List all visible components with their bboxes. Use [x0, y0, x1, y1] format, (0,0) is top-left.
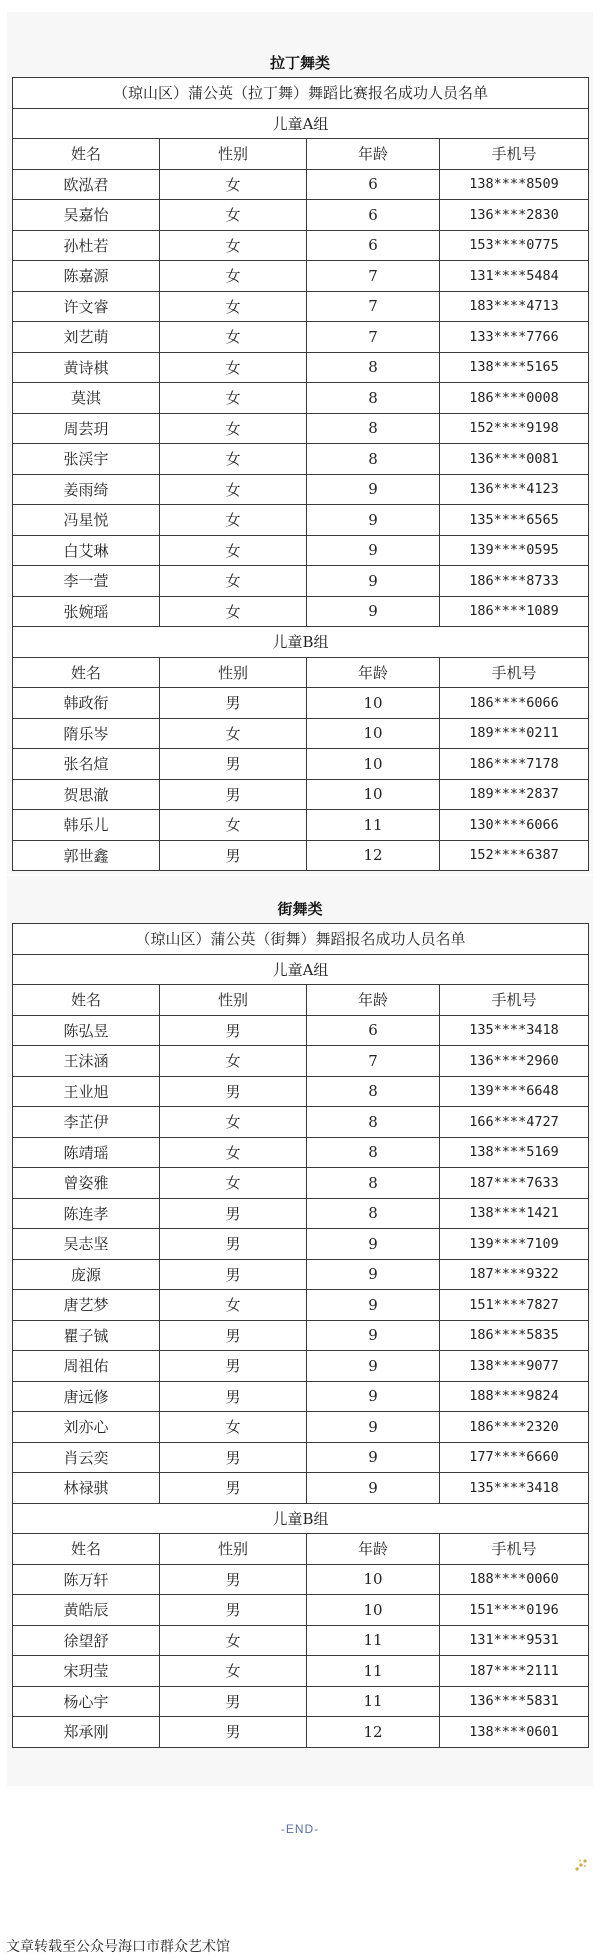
- age-cell: 9: [307, 535, 440, 566]
- age-cell: 11: [307, 1625, 440, 1656]
- name-cell: 肖云奕: [13, 1442, 160, 1473]
- name-cell: 郑承刚: [13, 1717, 160, 1748]
- table-row: [13, 352, 589, 383]
- table-row: [13, 718, 589, 749]
- phone-cell: 186****5835: [440, 1320, 589, 1351]
- phone-cell: 152****6387: [440, 840, 589, 871]
- table-row: [13, 1198, 589, 1229]
- phone-cell: 188****9824: [440, 1381, 589, 1412]
- phone-cell: 133****7766: [440, 322, 589, 353]
- phone-cell: 188****0060: [440, 1564, 589, 1595]
- age-cell: 6: [307, 230, 440, 261]
- age-cell: 9: [307, 1259, 440, 1290]
- gender-cell: 女: [160, 1656, 307, 1687]
- name-cell: 陈连孝: [13, 1198, 160, 1229]
- gender-cell: 男: [160, 1198, 307, 1229]
- group-name: 儿童A组: [13, 954, 589, 985]
- phone-cell: 135****6565: [440, 505, 589, 536]
- phone-cell: 187****9322: [440, 1259, 589, 1290]
- group-header-row: [13, 627, 589, 658]
- table-title-row: [13, 924, 589, 955]
- phone-cell: 138****8509: [440, 169, 589, 200]
- phone-cell: 187****7633: [440, 1168, 589, 1199]
- gender-cell: 男: [160, 1717, 307, 1748]
- age-cell: 8: [307, 383, 440, 414]
- phone-cell: 136****5831: [440, 1686, 589, 1717]
- column-header-row: [13, 139, 589, 170]
- name-cell: 周祖佑: [13, 1351, 160, 1382]
- name-cell: 陈万轩: [13, 1564, 160, 1595]
- age-cell: 6: [307, 1015, 440, 1046]
- table-row: [13, 1442, 589, 1473]
- name-cell: 吴志坚: [13, 1229, 160, 1260]
- section-title: 拉丁舞类: [269, 54, 330, 72]
- name-cell: 王沫涵: [13, 1046, 160, 1077]
- gender-cell: 女: [160, 383, 307, 414]
- gender-cell: 男: [160, 1473, 307, 1504]
- name-cell: 李一萱: [13, 566, 160, 597]
- group-header-row: [13, 954, 589, 985]
- gender-cell: 女: [160, 718, 307, 749]
- phone-cell: 135****3418: [440, 1473, 589, 1504]
- name-cell: 黄诗棋: [13, 352, 160, 383]
- table-row: [13, 1168, 589, 1199]
- gender-cell: 女: [160, 200, 307, 231]
- gender-cell: 女: [160, 322, 307, 353]
- table-row: [13, 1686, 589, 1717]
- group-name: 儿童B组: [13, 1503, 589, 1534]
- age-cell: 11: [307, 1656, 440, 1687]
- gender-cell: 女: [160, 413, 307, 444]
- age-cell: 7: [307, 261, 440, 292]
- table-row: [13, 1015, 589, 1046]
- end-mark: -END-: [280, 1822, 320, 1836]
- column-header-age: 年龄: [307, 1534, 440, 1565]
- name-cell: 姜雨绮: [13, 474, 160, 505]
- name-cell: 陈嘉源: [13, 261, 160, 292]
- name-cell: 郭世鑫: [13, 840, 160, 871]
- table-row: [13, 1717, 589, 1748]
- table-row: [13, 1381, 589, 1412]
- gender-cell: 女: [160, 1625, 307, 1656]
- name-cell: 许文睿: [13, 291, 160, 322]
- phone-cell: 139****7109: [440, 1229, 589, 1260]
- group-name: 儿童A组: [13, 108, 589, 139]
- phone-cell: 138****5165: [440, 352, 589, 383]
- age-cell: 9: [307, 1351, 440, 1382]
- gender-cell: 女: [160, 444, 307, 475]
- gender-cell: 女: [160, 1107, 307, 1138]
- column-header-phone: 手机号: [440, 1534, 589, 1565]
- gender-cell: 男: [160, 779, 307, 810]
- age-cell: 9: [307, 1473, 440, 1504]
- phone-cell: 136****0081: [440, 444, 589, 475]
- age-cell: 10: [307, 688, 440, 719]
- table-row: [13, 474, 589, 505]
- table-row: [13, 1595, 589, 1626]
- column-header-gender: 性别: [160, 985, 307, 1016]
- table-row: [13, 1076, 589, 1107]
- table-row: [13, 1412, 589, 1443]
- name-cell: 韩政衔: [13, 688, 160, 719]
- gender-cell: 男: [160, 1381, 307, 1412]
- age-cell: 9: [307, 596, 440, 627]
- age-cell: 9: [307, 505, 440, 536]
- phone-cell: 189****0211: [440, 718, 589, 749]
- phone-cell: 189****2837: [440, 779, 589, 810]
- age-cell: 8: [307, 1076, 440, 1107]
- table-row: [13, 261, 589, 292]
- column-header-phone: 手机号: [440, 139, 589, 170]
- column-header-phone: 手机号: [440, 657, 589, 688]
- age-cell: 7: [307, 1046, 440, 1077]
- age-cell: 9: [307, 566, 440, 597]
- name-cell: 陈靖瑶: [13, 1137, 160, 1168]
- table-row: [13, 200, 589, 231]
- gender-cell: 女: [160, 291, 307, 322]
- latin-dance-roster-table: [12, 77, 589, 871]
- table-row: [13, 413, 589, 444]
- column-header-row: [13, 657, 589, 688]
- phone-cell: 136****4123: [440, 474, 589, 505]
- table-row: [13, 1137, 589, 1168]
- name-cell: 宋玥莹: [13, 1656, 160, 1687]
- phone-cell: 130****6066: [440, 810, 589, 841]
- gender-cell: 女: [160, 474, 307, 505]
- age-cell: 9: [307, 1320, 440, 1351]
- table-row: [13, 1564, 589, 1595]
- table-row: [13, 1259, 589, 1290]
- table-row: [13, 840, 589, 871]
- table-row: [13, 230, 589, 261]
- table-title-row: [13, 78, 589, 109]
- reprint-note: 文章转载至公众号海口市群众艺术馆: [6, 1939, 230, 1955]
- section-title: 街舞类: [277, 900, 323, 918]
- gender-cell: 男: [160, 1564, 307, 1595]
- table-row: [13, 1625, 589, 1656]
- phone-cell: 139****0595: [440, 535, 589, 566]
- gender-cell: 男: [160, 1229, 307, 1260]
- name-cell: 林禄骐: [13, 1473, 160, 1504]
- name-cell: 莫淇: [13, 383, 160, 414]
- gender-cell: 女: [160, 352, 307, 383]
- gender-cell: 女: [160, 505, 307, 536]
- phone-cell: 183****4713: [440, 291, 589, 322]
- phone-cell: 136****2830: [440, 200, 589, 231]
- gender-cell: 男: [160, 1015, 307, 1046]
- table-row: [13, 1290, 589, 1321]
- column-header-age: 年龄: [307, 139, 440, 170]
- latin-dance-card: [7, 12, 593, 874]
- column-header-age: 年龄: [307, 657, 440, 688]
- name-cell: 徐望舒: [13, 1625, 160, 1656]
- phone-cell: 151****7827: [440, 1290, 589, 1321]
- street-dance-roster-table: [12, 923, 589, 1748]
- phone-cell: 186****7178: [440, 749, 589, 780]
- column-header-name: 姓名: [13, 1534, 160, 1565]
- name-cell: 孙杜若: [13, 230, 160, 261]
- age-cell: 7: [307, 322, 440, 353]
- name-cell: 周芸玥: [13, 413, 160, 444]
- age-cell: 9: [307, 1412, 440, 1443]
- group-header-row: [13, 108, 589, 139]
- name-cell: 杨心宇: [13, 1686, 160, 1717]
- phone-cell: 139****6648: [440, 1076, 589, 1107]
- name-cell: 隋乐岑: [13, 718, 160, 749]
- phone-cell: 166****4727: [440, 1107, 589, 1138]
- name-cell: 刘亦心: [13, 1412, 160, 1443]
- gender-cell: 女: [160, 1412, 307, 1443]
- gender-cell: 女: [160, 810, 307, 841]
- age-cell: 9: [307, 1290, 440, 1321]
- table-row: [13, 505, 589, 536]
- gender-cell: 女: [160, 1137, 307, 1168]
- gender-cell: 女: [160, 566, 307, 597]
- gender-cell: 女: [160, 596, 307, 627]
- name-cell: 陈弘昱: [13, 1015, 160, 1046]
- table-row: [13, 596, 589, 627]
- table-row: [13, 1351, 589, 1382]
- column-header-row: [13, 1534, 589, 1565]
- column-header-name: 姓名: [13, 985, 160, 1016]
- table-row: [13, 749, 589, 780]
- name-cell: 张婉瑶: [13, 596, 160, 627]
- table-row: [13, 291, 589, 322]
- gender-cell: 女: [160, 1046, 307, 1077]
- age-cell: 6: [307, 169, 440, 200]
- name-cell: 王业旭: [13, 1076, 160, 1107]
- age-cell: 10: [307, 1564, 440, 1595]
- gender-cell: 女: [160, 169, 307, 200]
- name-cell: 刘艺萌: [13, 322, 160, 353]
- age-cell: 9: [307, 474, 440, 505]
- name-cell: 白艾琳: [13, 535, 160, 566]
- table-row: [13, 444, 589, 475]
- name-cell: 吴嘉怡: [13, 200, 160, 231]
- phone-cell: 131****9531: [440, 1625, 589, 1656]
- group-header-row: [13, 1503, 589, 1534]
- gender-cell: 男: [160, 1442, 307, 1473]
- gender-cell: 男: [160, 840, 307, 871]
- column-header-name: 姓名: [13, 657, 160, 688]
- street-dance-card: [7, 876, 593, 1786]
- age-cell: 10: [307, 779, 440, 810]
- table-row: [13, 1107, 589, 1138]
- table-title: （琼山区）蒲公英（拉丁舞）舞蹈比赛报名成功人员名单: [13, 78, 589, 109]
- age-cell: 10: [307, 749, 440, 780]
- column-header-gender: 性别: [160, 657, 307, 688]
- phone-cell: 186****2320: [440, 1412, 589, 1443]
- phone-cell: 138****1421: [440, 1198, 589, 1229]
- name-cell: 张名煊: [13, 749, 160, 780]
- name-cell: 庞源: [13, 1259, 160, 1290]
- age-cell: 11: [307, 1686, 440, 1717]
- gender-cell: 女: [160, 261, 307, 292]
- phone-cell: 186****0008: [440, 383, 589, 414]
- gender-cell: 女: [160, 1290, 307, 1321]
- age-cell: 8: [307, 444, 440, 475]
- gender-cell: 男: [160, 1320, 307, 1351]
- column-header-name: 姓名: [13, 139, 160, 170]
- phone-cell: 186****8733: [440, 566, 589, 597]
- phone-cell: 153****0775: [440, 230, 589, 261]
- name-cell: 李芷伊: [13, 1107, 160, 1138]
- gender-cell: 男: [160, 1259, 307, 1290]
- phone-cell: 151****0196: [440, 1595, 589, 1626]
- table-row: [13, 169, 589, 200]
- name-cell: 瞿子铖: [13, 1320, 160, 1351]
- age-cell: 8: [307, 1198, 440, 1229]
- phone-cell: 177****6660: [440, 1442, 589, 1473]
- table-row: [13, 779, 589, 810]
- table-row: [13, 1229, 589, 1260]
- phone-cell: 136****2960: [440, 1046, 589, 1077]
- group-name: 儿童B组: [13, 627, 589, 658]
- phone-cell: 131****5484: [440, 261, 589, 292]
- table-row: [13, 688, 589, 719]
- age-cell: 12: [307, 840, 440, 871]
- table-row: [13, 566, 589, 597]
- name-cell: 欧泓君: [13, 169, 160, 200]
- column-header-phone: 手机号: [440, 985, 589, 1016]
- table-row: [13, 1473, 589, 1504]
- gender-cell: 男: [160, 1076, 307, 1107]
- name-cell: 冯星悦: [13, 505, 160, 536]
- name-cell: 韩乐儿: [13, 810, 160, 841]
- age-cell: 8: [307, 352, 440, 383]
- table-row: [13, 1046, 589, 1077]
- age-cell: 8: [307, 1137, 440, 1168]
- table-row: [13, 810, 589, 841]
- phone-cell: 187****2111: [440, 1656, 589, 1687]
- table-row: [13, 1320, 589, 1351]
- name-cell: 唐艺梦: [13, 1290, 160, 1321]
- gender-cell: 男: [160, 1595, 307, 1626]
- phone-cell: 152****9198: [440, 413, 589, 444]
- phone-cell: 138****0601: [440, 1717, 589, 1748]
- gender-cell: 男: [160, 1686, 307, 1717]
- column-header-age: 年龄: [307, 985, 440, 1016]
- age-cell: 6: [307, 200, 440, 231]
- age-cell: 10: [307, 718, 440, 749]
- gender-cell: 男: [160, 749, 307, 780]
- phone-cell: 135****3418: [440, 1015, 589, 1046]
- age-cell: 7: [307, 291, 440, 322]
- table-row: [13, 1656, 589, 1687]
- gender-cell: 女: [160, 535, 307, 566]
- age-cell: 11: [307, 810, 440, 841]
- name-cell: 贺思澈: [13, 779, 160, 810]
- column-header-gender: 性别: [160, 139, 307, 170]
- gender-cell: 女: [160, 1168, 307, 1199]
- name-cell: 曾姿雅: [13, 1168, 160, 1199]
- phone-cell: 186****1089: [440, 596, 589, 627]
- column-header-row: [13, 985, 589, 1016]
- table-row: [13, 535, 589, 566]
- column-header-gender: 性别: [160, 1534, 307, 1565]
- gender-cell: 男: [160, 688, 307, 719]
- sparkle-icon: [574, 1858, 588, 1872]
- name-cell: 张渓宇: [13, 444, 160, 475]
- name-cell: 黄皓辰: [13, 1595, 160, 1626]
- gender-cell: 女: [160, 230, 307, 261]
- age-cell: 9: [307, 1381, 440, 1412]
- age-cell: 9: [307, 1442, 440, 1473]
- gender-cell: 男: [160, 1351, 307, 1382]
- age-cell: 8: [307, 1168, 440, 1199]
- age-cell: 8: [307, 1107, 440, 1138]
- age-cell: 8: [307, 413, 440, 444]
- age-cell: 9: [307, 1229, 440, 1260]
- age-cell: 12: [307, 1717, 440, 1748]
- age-cell: 10: [307, 1595, 440, 1626]
- phone-cell: 138****5169: [440, 1137, 589, 1168]
- table-row: [13, 322, 589, 353]
- table-title: （琼山区）蒲公英（街舞）舞蹈报名成功人员名单: [13, 924, 589, 955]
- phone-cell: 138****9077: [440, 1351, 589, 1382]
- table-row: [13, 383, 589, 414]
- phone-cell: 186****6066: [440, 688, 589, 719]
- name-cell: 唐远修: [13, 1381, 160, 1412]
